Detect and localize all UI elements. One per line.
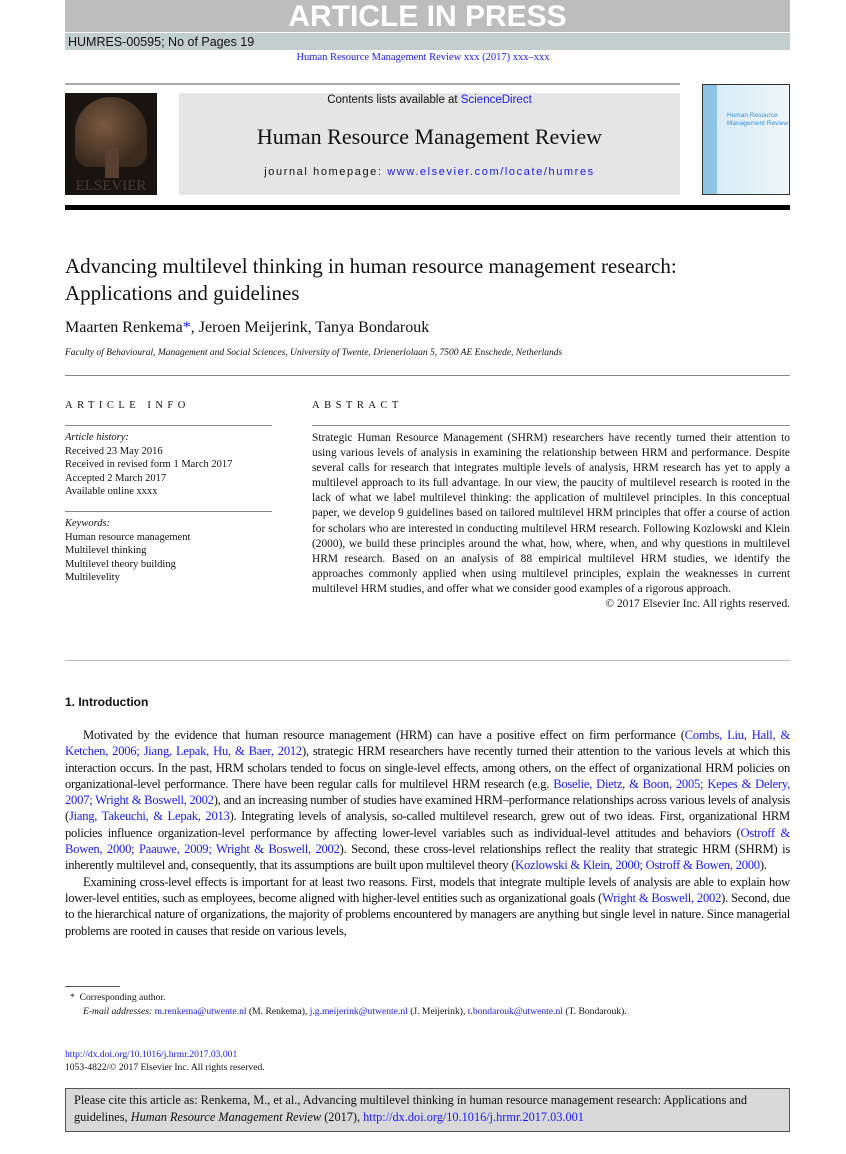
introduction-body	[65, 727, 790, 939]
email-link[interactable]: m.renkema@utwente.nl	[154, 1006, 247, 1017]
copyright: © 2017 Elsevier Inc. All rights reserved.	[605, 598, 790, 611]
history-item: Received 23 May 2016	[65, 445, 163, 457]
keyword: Human resource management	[65, 531, 191, 543]
sciencedirect-link[interactable]: ScienceDirect	[460, 94, 532, 106]
homepage-link[interactable]: www.elsevier.com/locate/humres	[387, 166, 595, 178]
citation-link[interactable]: Kozlowski & Klein, 2000; Ostroff & Bowen, 2000	[515, 858, 760, 873]
journal-header-box	[179, 93, 680, 195]
divider	[65, 660, 790, 661]
divider	[65, 425, 272, 426]
citation-link[interactable]: Wright & Boswell, 2002	[602, 890, 722, 905]
divider	[65, 511, 272, 512]
elsevier-logo: ELSEVIER	[65, 93, 157, 195]
citation-box: Please cite this article as: Renkema, M., et al., Advancing multilevel thinking in human resource management research: Applications and guidelines, Human Resource Management Review (2017), http://dx.doi.org/10.1016/j.hrmr.2017.03.001	[65, 1088, 790, 1132]
citation-link[interactable]: Jiang, Takeuchi, & Lepak, 2013	[68, 809, 230, 824]
paragraph: Motivated by the evidence that human resource management (HRM) can have a positive effect on firm performance (Combs, Liu, Hall, & Ketchen, 2006; Jiang, Lepak, Hu, & Baer, 2012), strategic HRM researchers have recently turned their attention to the various levels at which this interaction occurs. In the past, HRM scholars tended to focus on single-level effects, among others, on the effect of organizational HRM policies on organizational-level performance. There have been regular calls for multilevel HRM research (e.g. Boselie, Dietz, & Boon, 2005; Kepes & Delery, 2007; Wright & Boswell, 2002), and an increasing number of studies have examined HRM–performance relationships across various levels of analysis (Jiang, Takeuchi, & Lepak, 2013). Integrating levels of analysis, so-called multilevel research, grew out of two ideas. First, organizational HRM policies influence organization-level performance by affecting lower-level variables such as individual-level attitudes and behaviors (Ostroff & Bowen, 2000; Paauwe, 2009; Wright & Boswell, 2002). Second, these cross-level relationships reflect the reality that strategic HRM (SHRM) is inherently multilevel and, consequently, that its assumptions are built upon multilevel theory (Kozlowski & Klein, 2000; Ostroff & Bowen, 2000).	[65, 728, 791, 873]
journal-reference-link[interactable]: Human Resource Management Review xxx (2017) xxx–xxx	[296, 52, 550, 63]
email-link[interactable]: j.g.meijerink@utwente.nl	[309, 1006, 408, 1017]
citation-link[interactable]: Boselie, Dietz, & Boon, 2005; Kepes & Delery, 2007; Wright & Boswell, 2002	[65, 776, 790, 808]
article-title: Advancing multilevel thinking in human resource management research: Applications and guidelines	[65, 254, 677, 305]
citation-doi-link[interactable]: http://dx.doi.org/10.1016/j.hrmr.2017.03.001	[363, 1110, 584, 1124]
citation-link[interactable]: Combs, Liu, Hall, & Ketchen, 2006; Jiang, Lepak, Hu, & Baer, 2012	[65, 728, 790, 759]
keyword: Multilevel theory building	[65, 558, 176, 570]
divider	[65, 375, 790, 376]
contents-label: Contents lists available at	[327, 94, 461, 106]
article-in-press-banner: ARTICLE IN PRESS	[65, 0, 790, 32]
doi-block	[65, 1048, 265, 1074]
divider	[312, 425, 790, 426]
keywords: Keywords: Human resource management Multilevel thinking Multilevel theory building Multilevelity	[65, 517, 275, 585]
footnote: * Corresponding author. E-mail addresses: m.renkema@utwente.nl (M. Renkema), j.g.meijerink@utwente.nl (J. Meijerink), t.bondarouk@utwente.nl (T. Bondarouk).	[70, 992, 627, 1017]
journal-cover-image: Human Resource Management Review	[702, 84, 790, 195]
history-item: Received in revised form 1 March 2017	[65, 459, 233, 470]
divider	[65, 83, 680, 85]
paragraph: Examining cross-level effects is important for at least two reasons. First, models that integrate multiple levels of analysis are able to explain how lower-level entities, such as employees, become aligned with higher-level entities such as organizational goals (Wright & Boswell, 2002). Second, due to the hierarchical nature of organizations, the majority of problems encountered by managers are anything but single level in nature. Since managerial problems are rooted in causes that reside on various levels,	[65, 874, 791, 938]
divider	[65, 205, 790, 210]
journal-name: Human Resource Management Review	[256, 124, 603, 149]
abstract	[312, 431, 790, 612]
abstract-heading: ABSTRACT	[312, 400, 403, 411]
keyword: Multilevelity	[65, 572, 120, 583]
homepage-label: journal homepage:	[264, 166, 388, 178]
authors: Maarten Renkema*, Jeroen Meijerink, Tanya Bondarouk	[65, 319, 430, 336]
affiliation: Faculty of Behavioural, Management and Social Sciences, University of Twente, Drienerlolaan 5, 7500 AE Enschede, Netherlands	[65, 348, 563, 358]
history-item: Accepted 2 March 2017	[65, 472, 167, 484]
abstract-text: Strategic Human Resource Management (SHRM) researchers have recently turned their attention to using various levels of analysis in examining the relationship between HRM and performance. Despite several calls for research that integrates multiple levels of analysis, HRM research has yet to apply a multilevel approach to its full advantage. In our view, the paucity of multilevel research is rooted in the lack of what we label multilevel thinking: the application of multilevel principles. In this conceptual paper, we develop 9 guidelines based on tailored multilevel HRM principles that offer a course of action for scholars who are interested in conducting multilevel HRM research. Following Kozlowski and Klein (2000), we build these principles around the what, how, where, when, and why questions in multilevel HRM research. Based on an analysis of 88 empirical multilevel HRM studies, we identify the approaches commonly applied when using multilevel principles, explain the weaknesses in current multilevel HRM studies, and offer what we consider good examples of a rigorous approach.	[312, 432, 790, 595]
divider	[65, 986, 120, 987]
article-info-heading: ARTICLE INFO	[65, 400, 190, 411]
corresponding-author-link[interactable]: *	[182, 319, 191, 336]
keyword: Multilevel thinking	[65, 545, 147, 556]
section-heading: 1. Introduction	[65, 695, 149, 709]
history-item: Available online xxxx	[65, 486, 158, 497]
doi-link[interactable]: http://dx.doi.org/10.1016/j.hrmr.2017.03.001	[65, 1049, 238, 1060]
citation-link[interactable]: Ostroff & Bowen, 2000; Paauwe, 2009; Wright & Boswell, 2002	[65, 825, 791, 857]
article-history: Article history: Received 23 May 2016 Received in revised form 1 March 2017 Accepted 2 March 2017 Available online xxxx	[65, 431, 275, 499]
email-link[interactable]: t.bondarouk@utwente.nl	[467, 1006, 563, 1017]
manuscript-id: HUMRES-00595; No of Pages 19	[65, 33, 790, 50]
issn: 1053-4822/© 2017 Elsevier Inc. All rights reserved.	[65, 1062, 265, 1073]
